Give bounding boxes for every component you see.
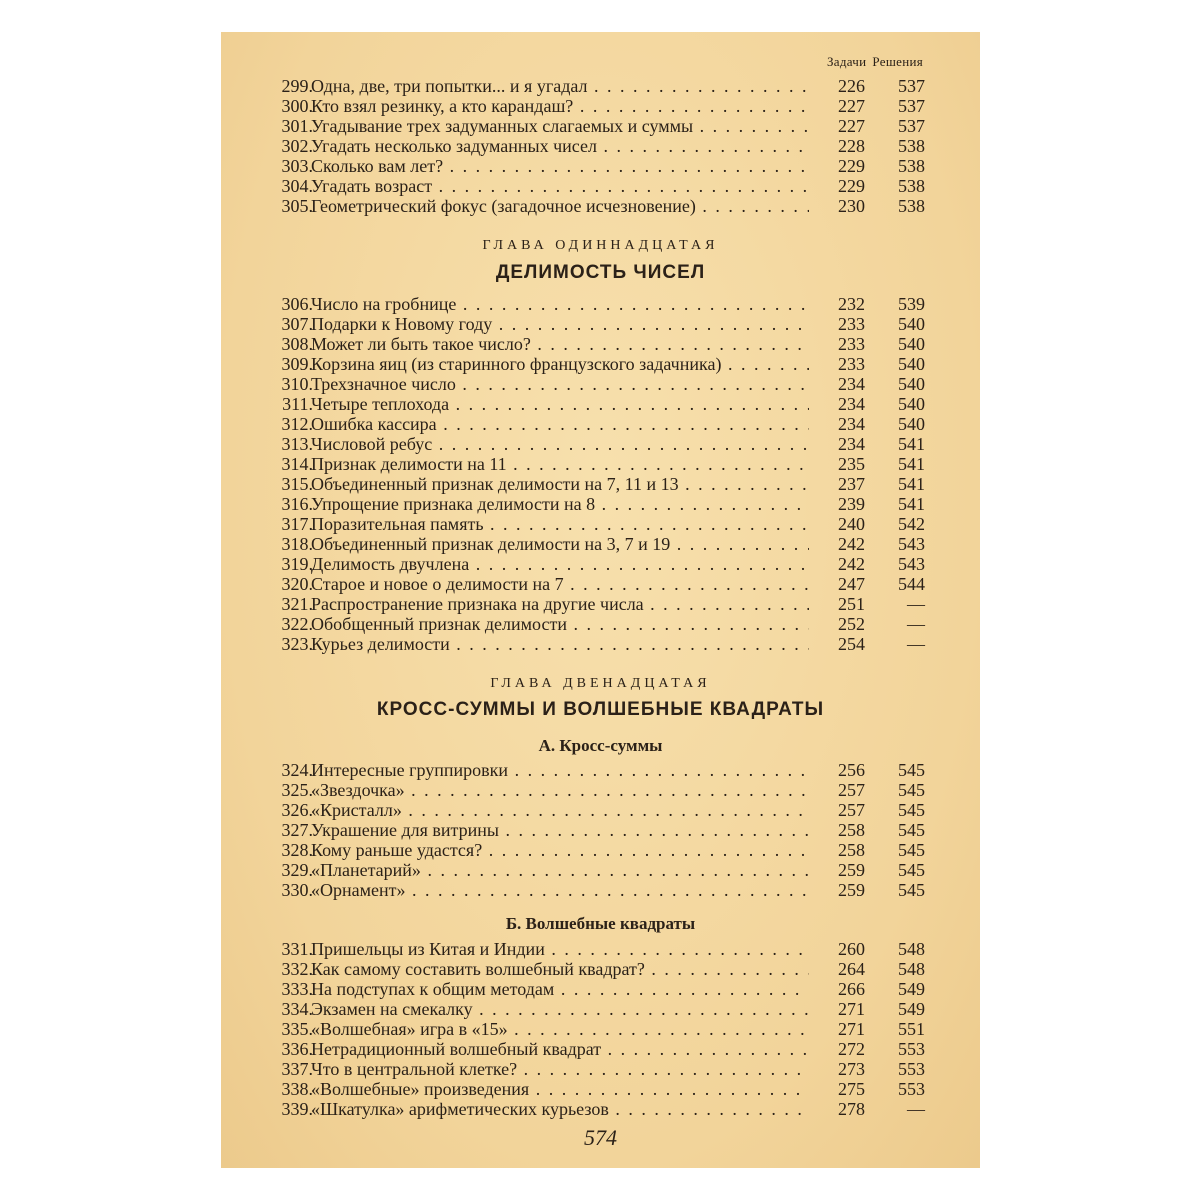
toc-row [257,574,925,594]
toc-item-title [311,999,809,1019]
section-b-title: Б. Волшебные квадраты [505,914,696,933]
toc-item-title-text: Признак делимости на 11 [311,454,507,474]
toc-item-solution-page: 545 [898,820,925,840]
toc-item-number: 324. [281,760,313,780]
toc-item-number: 301. [281,116,313,136]
toc-item-title [311,820,809,840]
toc-item-solution-page: 545 [898,840,925,860]
toc-item-title-text: Старое и новое о делимости на 7 [311,574,564,594]
toc-item-number: 313. [281,434,313,454]
toc-item-number: 299. [281,76,313,96]
toc-row [257,374,925,394]
toc-item-number: 331. [281,939,313,959]
toc-row [257,354,925,374]
toc-item-title [311,314,809,334]
toc-item-title [311,1079,809,1099]
toc-item-number: 318. [281,534,313,554]
toc-item-task-page: 242 [838,534,865,554]
toc-item-number: 333. [281,979,313,999]
toc-item-number: 322. [281,614,313,634]
toc-item-solution-page: 553 [898,1039,925,1059]
toc-item-task-page: 273 [838,1059,865,1079]
toc-row [257,820,925,840]
toc-item-title [311,294,809,314]
section-a-title: А. Кросс-суммы [538,736,663,755]
toc-item-task-page: 271 [838,1019,865,1039]
toc-item-title-text: На подступах к общим методам [311,979,555,999]
toc-item-number: 312. [281,414,313,434]
toc-item-title [311,800,809,820]
toc-item-title-text: Курьез делимости [311,634,450,654]
toc-item-solution-page: 537 [898,76,925,96]
toc-item-title-text: Как самому составить волшебный квадрат? [311,959,645,979]
toc-row [257,1059,925,1079]
book-page [221,32,980,1168]
toc-item-title [311,880,809,900]
toc-item-task-page: 229 [838,176,865,196]
toc-item-solution-page: — [907,594,925,614]
toc-item-number: 306. [281,294,313,314]
toc-item-solution-page: 538 [898,136,925,156]
toc-item-title-text: Подарки к Новому году [311,314,493,334]
toc-item-solution-page: 541 [898,494,925,514]
toc-item-task-page: 272 [838,1039,865,1059]
toc-row [257,176,925,196]
toc-item-number: 308. [281,334,313,354]
toc-item-task-page: 228 [838,136,865,156]
toc-row [257,760,925,780]
toc-item-title [311,959,809,979]
toc-item-task-page: 234 [838,414,865,434]
toc-row [257,1099,925,1119]
toc-item-title [311,354,809,374]
toc-item-number: 335. [281,1019,313,1039]
toc-item-task-page: 235 [838,454,865,474]
toc-item-task-page: 259 [838,860,865,880]
toc-item-task-page: 230 [838,196,865,216]
toc-item-solution-page: 549 [898,999,925,1019]
toc-item-title-text: Нетрадиционный волшебный квадрат [311,1039,602,1059]
toc-item-title [311,514,809,534]
toc-item-solution-page: 538 [898,156,925,176]
toc-item-title [311,1019,809,1039]
toc-item-title [311,574,809,594]
toc-item-number: 307. [281,314,313,334]
toc-item-title [311,334,809,354]
toc-item-title [311,594,809,614]
toc-item-title [311,374,809,394]
toc-item-solution-page: 540 [898,354,925,374]
toc-row [257,494,925,514]
toc-item-solution-page: 537 [898,96,925,116]
toc-item-solution-page: 548 [898,939,925,959]
toc-item-number: 321. [281,594,313,614]
toc-item-task-page: 227 [838,96,865,116]
toc-item-number: 319. [281,554,313,574]
toc-item-solution-page: 545 [898,780,925,800]
toc-item-title-text: Угадать возраст [311,176,433,196]
toc-item-title [311,414,809,434]
toc-item-title-text: Угадать несколько задуманных чисел [311,136,597,156]
toc-item-title [311,394,809,414]
toc-item-title [311,1039,809,1059]
toc-item-number: 328. [281,840,313,860]
toc-item-task-page: 251 [838,594,865,614]
toc-item-solution-page: 540 [898,314,925,334]
toc-item-task-page: 234 [838,374,865,394]
toc-item-title-text: Числовой ребус [311,434,433,454]
toc-item-task-page: 256 [838,760,865,780]
toc-item-task-page: 254 [838,634,865,654]
toc-row [257,314,925,334]
toc-item-number: 326. [281,800,313,820]
toc-row [257,1039,925,1059]
toc-item-solution-page: 543 [898,554,925,574]
toc-item-number: 329. [281,860,313,880]
toc-item-title-text: Число на гробнице [311,294,457,314]
toc-item-title [311,979,809,999]
toc-item-task-page: 257 [838,780,865,800]
toc-item-number: 304. [281,176,313,196]
toc-item-title-text: Упрощение признака делимости на 8 [311,494,596,514]
toc-item-title-text: Что в центральной клетке? [311,1059,518,1079]
toc-row [257,394,925,414]
toc-item-task-page: 233 [838,314,865,334]
toc-item-title-text: Одна, две, три попытки... и я угадал [311,76,588,96]
toc-row [257,634,925,654]
toc-item-solution-page: 553 [898,1079,925,1099]
toc-item-title-text: Интересные группировки [311,760,509,780]
toc-item-task-page: 258 [838,820,865,840]
toc-item-number: 316. [281,494,313,514]
toc-item-title [311,1099,809,1119]
toc-item-task-page: 234 [838,394,865,414]
toc-row [257,96,925,116]
toc-item-number: 337. [281,1059,313,1079]
toc-item-number: 311. [282,394,313,414]
toc-item-title-text: «Орнамент» [311,880,406,900]
toc-item-task-page: 237 [838,474,865,494]
toc-item-title-text: Объединенный признак делимости на 7, 11 и 13 [311,474,679,494]
toc-item-solution-page: 548 [898,959,925,979]
toc-item-title-text: Кто взял резинку, а кто карандаш? [311,96,574,116]
toc-item-solution-page: — [907,1099,925,1119]
toc-item-solution-page: 541 [898,474,925,494]
toc-item-solution-page: 542 [898,514,925,534]
toc-item-solution-page: 538 [898,196,925,216]
toc-item-number: 327. [281,820,313,840]
toc-item-solution-page: 540 [898,374,925,394]
toc-item-number: 309. [281,354,313,374]
toc-item-task-page: 226 [838,76,865,96]
toc-item-number: 338. [281,1079,313,1099]
tasks-column-header: Задачи [826,54,867,69]
toc-item-title-text: Трехзначное число [311,374,456,394]
toc-item-solution-page: 541 [898,454,925,474]
toc-row [257,554,925,574]
toc-row [257,959,925,979]
toc-item-solution-page: 537 [898,116,925,136]
toc-item-number: 303. [281,156,313,176]
toc-item-number: 323. [281,634,313,654]
chapter-12-label: ГЛАВА ДВЕНАДЦАТАЯ [490,676,711,691]
toc-row [257,76,925,96]
toc-item-number: 314. [281,454,313,474]
toc-row [257,840,925,860]
toc-row [257,156,925,176]
toc-item-solution-page: 545 [898,880,925,900]
toc-item-title [311,96,809,116]
toc-item-title-text: Пришельцы из Китая и Индии [311,939,545,959]
toc-item-task-page: 257 [838,800,865,820]
toc-item-title [311,196,809,216]
toc-item-solution-page: 545 [898,760,925,780]
toc-item-solution-page: 551 [898,1019,925,1039]
toc-row [257,939,925,959]
toc-item-title-text: «Планетарий» [311,860,421,880]
toc-row [257,979,925,999]
toc-item-task-page: 264 [838,959,865,979]
toc-item-solution-page: — [907,614,925,634]
chapter-11-title: ДЕЛИМОСТЬ ЧИСЕЛ [495,262,706,283]
toc-item-title-text: Сколько вам лет? [311,156,444,176]
toc-row [257,514,925,534]
toc-item-title-text: Распространение признака на другие числа [311,594,644,614]
toc-row [257,1019,925,1039]
toc-row [257,880,925,900]
toc-item-title-text: Может ли быть такое число? [311,334,531,354]
toc-item-title [311,860,809,880]
toc-item-solution-page: 553 [898,1059,925,1079]
solutions-column-header: Решения [872,54,923,69]
toc-item-title [311,76,809,96]
toc-item-title [311,494,809,514]
toc-item-task-page: 252 [838,614,865,634]
toc-item-number: 330. [281,880,313,900]
toc-item-solution-page: 545 [898,860,925,880]
toc-row [257,334,925,354]
toc-item-solution-page: 540 [898,334,925,354]
toc-item-solution-page: 543 [898,534,925,554]
toc-group-4 [257,939,925,1119]
toc-item-task-page: 227 [838,116,865,136]
toc-row [257,999,925,1019]
toc-item-number: 325. [281,780,313,800]
toc-item-title-text: Экзамен на смекалку [311,999,473,1019]
toc-item-task-page: 275 [838,1079,865,1099]
toc-item-title [311,116,809,136]
toc-item-title [311,840,809,860]
toc-item-task-page: 234 [838,434,865,454]
toc-row [257,800,925,820]
toc-item-title-text: «Волшебные» произведения [311,1079,530,1099]
toc-item-title-text: Угадывание трех задуманных слагаемых и суммы [311,116,694,136]
toc-item-task-page: 242 [838,554,865,574]
toc-item-title [311,454,809,474]
toc-item-number: 317. [281,514,313,534]
toc-item-title [311,434,809,454]
toc-item-number: 332. [281,959,313,979]
toc-item-title [311,554,809,574]
toc-item-task-page: 278 [838,1099,865,1119]
toc-item-title-text: Обобщенный признак делимости [311,614,567,634]
toc-item-task-page: 259 [838,880,865,900]
column-headers [827,54,923,70]
toc-row [257,294,925,314]
toc-item-title [311,136,809,156]
toc-row [257,196,925,216]
toc-row [257,434,925,454]
toc-item-task-page: 260 [838,939,865,959]
toc-item-solution-page: 545 [898,800,925,820]
toc-item-solution-page: 540 [898,394,925,414]
toc-row [257,116,925,136]
toc-item-task-page: 233 [838,334,865,354]
toc-item-number: 300. [281,96,313,116]
toc-item-task-page: 247 [838,574,865,594]
toc-item-number: 336. [281,1039,313,1059]
toc-item-title [311,939,809,959]
toc-row [257,414,925,434]
toc-item-title-text: Поразительная память [311,514,484,534]
toc-row [257,860,925,880]
toc-item-solution-page: 541 [898,434,925,454]
toc-item-task-page: 266 [838,979,865,999]
toc-item-number: 310. [281,374,313,394]
toc-group-3 [257,760,925,900]
toc-item-title-text: «Шкатулка» арифметических курьезов [311,1099,609,1119]
toc-item-task-page: 229 [838,156,865,176]
toc-item-title-text: «Звездочка» [311,780,405,800]
toc-row [257,614,925,634]
toc-item-task-page: 240 [838,514,865,534]
toc-item-task-page: 271 [838,999,865,1019]
toc-row [257,136,925,156]
toc-item-title [311,614,809,634]
toc-row [257,454,925,474]
toc-item-title-text: Объединенный признак делимости на 3, 7 и 19 [311,534,671,554]
toc-item-task-page: 239 [838,494,865,514]
toc-item-title [311,176,809,196]
toc-item-solution-page: 538 [898,176,925,196]
chapter-12-title: КРОСС-СУММЫ И ВОЛШЕБНЫЕ КВАДРАТЫ [376,699,825,720]
toc-item-title-text: Кому раньше удастся? [311,840,483,860]
toc-item-task-page: 233 [838,354,865,374]
toc-item-title-text: Украшение для витрины [311,820,499,840]
toc-item-number: 320. [281,574,313,594]
toc-item-title [311,634,809,654]
toc-item-number: 339. [281,1099,313,1119]
toc-item-number: 315. [281,474,313,494]
toc-item-title-text: Ошибка кассира [311,414,437,434]
toc-row [257,474,925,494]
toc-item-title [311,1059,809,1079]
toc-row [257,594,925,614]
toc-item-title-text: Корзина яиц (из старинного французского задачника) [311,354,722,374]
toc-item-title-text: Четыре теплохода [311,394,450,414]
toc-item-title [311,780,809,800]
toc-item-task-page: 258 [838,840,865,860]
toc-row [257,534,925,554]
chapter-11-label: ГЛАВА ОДИННАДЦАТАЯ [482,238,719,253]
toc-item-title [311,156,809,176]
toc-item-title [311,534,809,554]
toc-row [257,780,925,800]
toc-item-number: 305. [281,196,313,216]
toc-item-solution-page: 549 [898,979,925,999]
toc-group-1 [257,76,925,216]
page-number: 574 [584,1125,617,1150]
toc-item-number: 302. [281,136,313,156]
toc-item-task-page: 232 [838,294,865,314]
toc-item-number: 334. [281,999,313,1019]
toc-item-title-text: «Волшебная» игра в «15» [311,1019,508,1039]
toc-item-title-text: Делимость двучлена [311,554,470,574]
toc-item-title [311,760,809,780]
toc-row [257,1079,925,1099]
toc-group-2 [257,294,925,654]
toc-item-title [311,474,809,494]
toc-item-solution-page: 539 [898,294,925,314]
toc-item-solution-page: — [907,634,925,654]
toc-item-solution-page: 540 [898,414,925,434]
toc-item-title-text: Геометрический фокус (загадочное исчезновение) [311,196,696,216]
toc-item-title-text: «Кристалл» [311,800,402,820]
toc-item-solution-page: 544 [898,574,925,594]
